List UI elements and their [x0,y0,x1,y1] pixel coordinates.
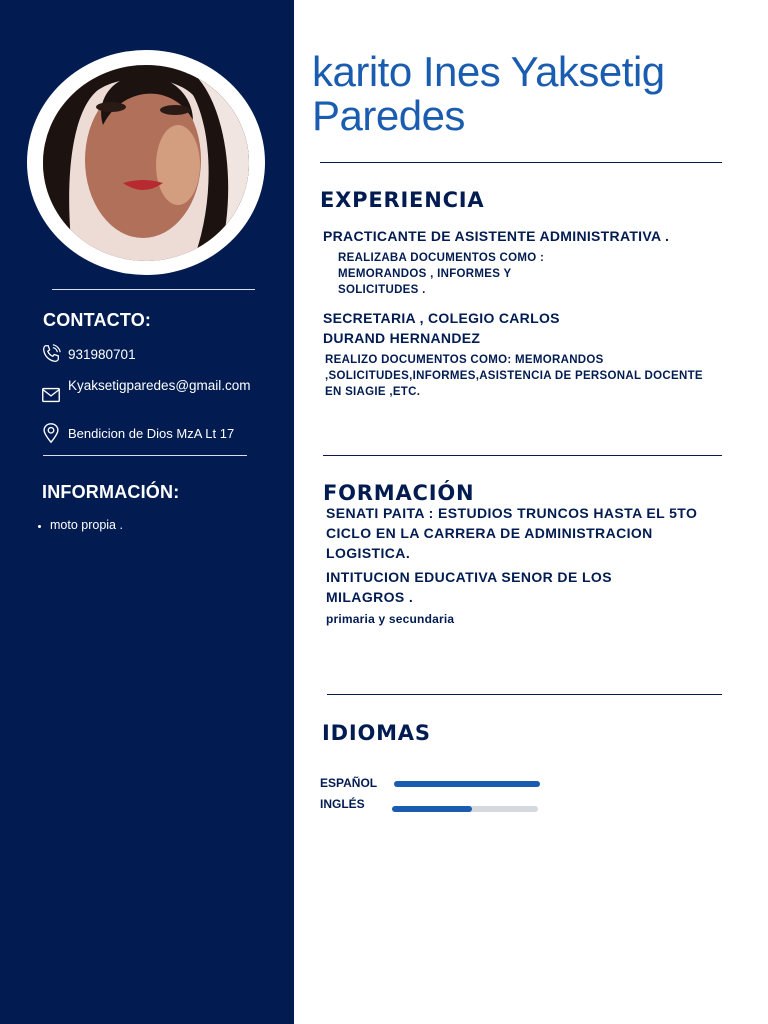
education-item-2: INTITUCION EDUCATIVA SENOR DE LOS MILAGROS . [326,569,612,605]
sidebar-divider [52,289,255,290]
language-bar-spanish [394,781,540,787]
contact-address [40,420,234,446]
contact-phone [40,343,136,365]
contact-email [40,378,251,406]
phone-icon [40,343,62,365]
email-address: Kyaksetigparedes@gmail.com [68,378,251,393]
sidebar [0,0,294,1024]
info-item-text: moto propia . [50,518,123,532]
job-2-role: SECRETARIA , COLEGIO CARLOS DURAND HERNANDEZ [323,310,560,346]
main-divider-2 [323,455,722,456]
education-item-3: primaria y secundaria [326,612,455,626]
address: Bendicion de Dios MzA Lt 17 [68,425,235,441]
education-item-1: SENATI PAITA : ESTUDIOS TRUNCOS HASTA EL 5TO CICLO EN LA CARRERA DE ADMINISTRACION LOGISTICA. [326,505,698,561]
profile-photo [43,65,249,261]
language-bar-english [392,806,538,812]
mail-icon [40,384,62,406]
languages-title: IDIOMAS [322,721,431,745]
contact-heading: CONTACTO: [43,310,152,330]
profile-photo-illustration [43,65,249,261]
job-2-description: REALIZO DOCUMENTOS COMO: MEMORANDOS ,SOLICITUDES,INFORMES,ASISTENCIA DE PERSONAL DOCENTE EN SIAGIE ,ETC. [325,354,703,398]
info-item [38,518,123,532]
language-label-english: INGLÉS [320,797,365,811]
experience-title: EXPERIENCIA [320,188,485,212]
bullet [38,525,41,528]
education-title: FORMACIÓN [323,481,475,505]
job-1-description: REALIZABA DOCUMENTOS COMO : MEMORANDOS , INFORMES Y SOLICITUDES . [338,252,545,296]
language-level-spanish [394,781,540,787]
location-pin-icon [40,420,62,446]
profile-name: karito Ines Yaksetig Paredes [312,48,665,139]
sidebar-divider-2 [43,455,247,456]
main-divider [320,162,722,163]
job-1-role: PRACTICANTE DE ASISTENTE ADMINISTRATIVA . [323,228,670,244]
language-level-english [392,806,472,812]
phone-number: 931980701 [68,346,136,362]
main-divider-3 [327,694,722,695]
info-heading: INFORMACIÓN: [42,482,180,502]
language-label-spanish: ESPAÑOL [320,776,378,790]
